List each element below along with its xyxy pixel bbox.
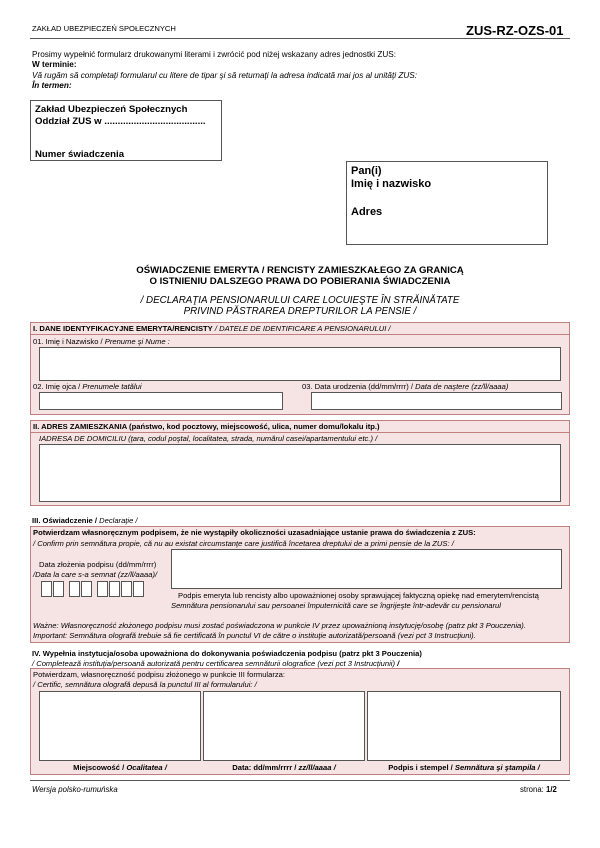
date-cell[interactable] [109, 581, 120, 597]
footer-rule [30, 780, 570, 781]
section2-title: II. ADRES ZAMIESZKANIA (państwo, kod pocztowy, miejscowość, ulica, numer domu/lokalu itp.) [33, 422, 380, 431]
field03-label [302, 382, 508, 391]
section4-title-ro [32, 659, 399, 668]
footer-page-value: 1/2 [546, 785, 557, 794]
stamp-signature-input[interactable] [367, 691, 561, 761]
section1-title-pl: I. DANE IDENTYFIKACYJNE EMERYTA/RENCISTY [33, 324, 213, 333]
place-label [39, 763, 201, 772]
field02-label [33, 382, 142, 391]
date-cell[interactable] [53, 581, 64, 597]
signature-label-ro: Semnătura pensionarului sau persoanei împuternicită care se îngrijeşte într-adevăr cu pensionarul [171, 601, 501, 610]
stamp-label [367, 763, 561, 772]
certification-text-ro: / Certific, semnătura olografă depusă la punctul III al formularului: / [33, 680, 257, 689]
section3-title-ro: Declaraţie / [99, 516, 138, 525]
zus-unit-line2: Oddział ZUS w ...................................... [35, 116, 206, 127]
form-title-ro-1: / DECLARAŢIA PENSIONARULUI CARE LOCUIEŞTE ÎN STRĂINĂTATE [140, 295, 460, 306]
signature-input[interactable] [171, 549, 562, 589]
signature-date-label: Data złożenia podpisu (dd/mm/rrrr) [39, 560, 157, 569]
footer-page-label: strona: [520, 785, 544, 794]
section-address [30, 420, 570, 506]
place-label-ro: Ocalitatea / [126, 763, 167, 772]
date-cell[interactable] [81, 581, 92, 597]
birth-date-input[interactable] [311, 392, 562, 410]
field03-label-pl: 03. Data urodzenia (dd/mm/rrrr) / [302, 382, 413, 391]
date-label-pl: Data: dd/mm/rrrr / [232, 763, 297, 772]
zus-unit-box[interactable] [30, 100, 222, 161]
certification-text: Potwierdzam, własnoręczność podpisu złożonego w punkcie III formularza: [33, 670, 285, 679]
intro-pl-term: W terminie: [32, 60, 77, 69]
addressee-title: Pan(i) [351, 165, 382, 177]
section-declaration [30, 526, 570, 643]
date-cell[interactable] [41, 581, 52, 597]
date-label-ro: zz/ll/aaaa / [298, 763, 336, 772]
signature-date-label-ro: /Data la care s-a semnat (zz/ll/aaaa)/ [33, 570, 158, 579]
address-input[interactable] [39, 444, 561, 502]
benefit-number-label: Numer świadczenia [35, 149, 125, 160]
section3-title [32, 516, 138, 525]
place-input[interactable] [39, 691, 201, 761]
zus-unit-line1: Zakład Ubezpieczeń Społecznych [35, 104, 188, 115]
date-label [203, 763, 365, 772]
section4-title: IV. Wypełnia instytucja/osoba upoważniona do dokonywania poświadczenia podpisu (patrz pkt 3 Pouczenia) [32, 649, 422, 658]
field01-label-pl: 01. Imię i Nazwisko / [33, 337, 103, 346]
institution-name: ZAKŁAD UBEZPIECZEŃ SPOŁECZNYCH [32, 24, 176, 33]
stamp-label-pl: Podpis i stempel / [388, 763, 453, 772]
footer-version: Wersja polsko-rumuńska [32, 785, 118, 794]
field02-label-pl: 02. Imię ojca / [33, 382, 81, 391]
section4-title-ro-text: / Completează instituţia/persoană autorizată pentru certificarea semnăturii olografice (vezi pct 3 Instrucţiunii) [32, 659, 395, 668]
form-title-pl-2: O ISTNIENIU DALSZEGO PRAWA DO POBIERANIA ŚWIADCZENIA [149, 276, 451, 287]
section1-rule [31, 334, 569, 335]
signature-label: Podpis emeryta lub rencisty albo upoważnionej osoby sprawującej faktyczną opiekę nad emerytem/rencistą [178, 591, 539, 600]
intro-ro-term: În termen: [32, 81, 72, 90]
section2-title-ro: IADRESA DE DOMICILIU (ţara, codul poştal, localitatea, strada, numărul casei/apartamentului etc.) / [39, 434, 378, 443]
date-cell[interactable] [69, 581, 80, 597]
declaration-text-ro: / Confirm prin semnătura propie, că nu au existat circumstanţe care justifică încetarea dreptului de a primi pensie de la ZUS: / [33, 539, 454, 548]
form-title-pl-1: OŚWIADCZENIE EMERYTA / RENCISTY ZAMIESZKAŁEGO ZA GRANICĄ [136, 265, 464, 276]
field01-label-ro: Prenume şi Nume : [104, 337, 170, 346]
section1-title [33, 324, 391, 333]
addressee-name-label: Imię i nazwisko [351, 178, 432, 190]
father-name-input[interactable] [39, 392, 283, 410]
section3-title-pl: III. Oświadczenie / [32, 516, 97, 525]
field01-label [33, 337, 170, 346]
header-rule [30, 38, 570, 39]
section-certification [30, 668, 570, 775]
addressee-address-label: Adres [351, 206, 383, 218]
declaration-text: Potwierdzam własnoręcznym podpisem, że nie wystąpiły okoliczności uzasadniające ustanie prawa do świadczenia z ZUS: [33, 528, 476, 537]
section4-title-ro-end: / [397, 659, 400, 668]
field03-label-ro: Data de naştere (zz/ll/aaaa) [415, 382, 509, 391]
intro-ro: Vă rugăm să completaţi formularul cu litere de tipar şi să returnaţi la adresa indicată mai jos al unităţi ZUS: [32, 71, 417, 80]
section1-title-ro: / DATELE DE IDENTIFICARE A PENSIONARULUI / [214, 324, 391, 333]
section-identification [30, 322, 570, 415]
date-input[interactable] [203, 691, 365, 761]
footer-page [520, 785, 557, 794]
date-cell[interactable] [121, 581, 132, 597]
form-code: ZUS-RZ-OZS-01 [466, 23, 564, 38]
form-title-ro-2: PRIVIND PĂSTRAREA DREPTURILOR LA PENSIE / [183, 306, 417, 317]
declaration-note-ro: Important: Semnătura olografă trebuie să fie certificată în punctul VI de către o instituţie autorizată/persoană (vezi pct 3 Instrucţiuni). [33, 631, 476, 640]
declaration-note: Ważne: Własnoręczność złożonego podpisu musi zostać poświadczona w punkcie IV przez upoważnioną instytucję/osobę (patrz pkt 3 Pouczenia). [33, 621, 526, 630]
intro-pl: Prosimy wypełnić formularz drukowanymi literami i zwrócić pod niżej wskazany adres jednostki ZUS: [32, 50, 397, 59]
addressee-box[interactable] [346, 161, 548, 245]
stamp-label-ro: Semnătura şi ştampila / [454, 763, 540, 772]
date-cell[interactable] [97, 581, 108, 597]
section2-rule [31, 432, 569, 433]
date-cell[interactable] [133, 581, 144, 597]
field02-label-ro: Prenumele tatălui [82, 382, 142, 391]
place-label-pl: Miejscowość / [73, 763, 125, 772]
full-name-input[interactable] [39, 347, 561, 381]
